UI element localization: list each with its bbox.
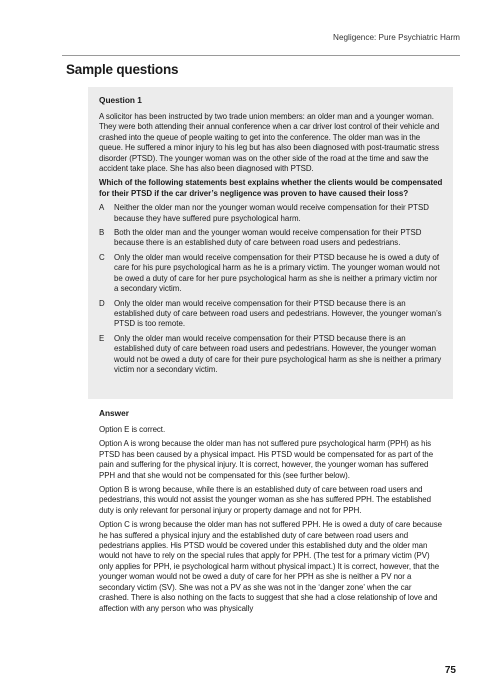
option-letter: D: [99, 298, 105, 308]
option-letter: B: [99, 228, 105, 238]
option-c: [99, 253, 443, 295]
option-b: [99, 228, 443, 249]
page-number: 75: [444, 665, 456, 676]
option-e: [99, 334, 443, 376]
answer-paragraph: Option E is correct.: [99, 425, 166, 434]
question-label: Question 1: [99, 95, 142, 105]
option-text: Only the older man would receive compensation for their PTSD because there is an established duty of care between road users and pedestrians. However, the younger woman would not be owed a duty of care for their pure psychological harm as she is neither a primary victim nor a secondary victim.: [114, 333, 442, 374]
option-text: Only the older man would receive compensation for their PTSD because there is an established duty of care between road users and pedestrians. However, the younger woman’s PTSD is too remote.: [114, 298, 442, 329]
answer-label: Answer: [99, 408, 129, 418]
option-letter: E: [99, 333, 105, 343]
option-text: Only the older man would receive compensation for their PTSD because he is owed a duty of care for his pure psychological harm as he is a primary victim. The younger woman would not be owed a duty of care for her pure psychological harm as she is neither a primary victim nor a secondary victim.: [114, 252, 440, 294]
answer-paragraph: Option B is wrong because, while there is an established duty of care between road users and pedestrians, this would not assist the younger woman as she has suffered PPH. The established duty is only relevant for personal injury or property damage and not for PPH.: [99, 485, 431, 515]
running-head: Negligence: Pure Psychiatric Harm: [333, 33, 460, 42]
option-d: [99, 299, 443, 330]
header-rule: [62, 55, 460, 56]
option-letter: A: [99, 203, 105, 213]
question-prompt: Which of the following statements best explains whether the clients would be compensated for their PTSD if the car driver’s negligence was proven to have caused their loss?: [99, 178, 443, 198]
section-title: Sample questions: [66, 62, 179, 77]
question-box: [88, 87, 453, 399]
option-text: Neither the older man nor the younger woman would receive compensation for their PTSD because they have suffered pure psychological harm.: [114, 203, 429, 223]
option-a: [99, 203, 443, 224]
answer-box: [88, 401, 453, 623]
option-letter: C: [99, 252, 105, 262]
answer-paragraph: Option A is wrong because the older man has not suffered pure psychological harm (PPH) as his PTSD has been caused by a physical impact. His PTSD would be compensated for as part of the pain and suffering for the physical injury. It is correct, however, the younger woman has suffered PPH and that she would not be compensated for this (see further below).: [99, 439, 434, 480]
option-text: Both the older man and the younger woman would receive compensation for their PTSD because there is an established duty of care between road users and pedestrians.: [114, 228, 422, 248]
answer-paragraph: Option C is wrong because the older man has not suffered PPH. He is owed a duty of care because he has suffered a physical injury and the established duty of care between road users and pedestrians applies. His PTSD would be covered under this established duty and the older man would not have to rely on the special rules that apply for PPH. (The test for a primary victim (PV) only applies for PPH, ie psychological harm without physical impact.) It is correct, however, that the younger woman would not be owed a duty of care for her PPH as she is neither a PV nor a secondary victim (SV). She was not a PV as she was not in the ‘danger zone’ when the car crashed. There is also nothing on the facts to suggest that she had a close relationship of love and affection with any person who was physically: [99, 520, 442, 613]
question-scenario: A solicitor has been instructed by two trade union members: an older man and a younger woman. They were both attending their annual conference when a car driver lost control of their vehicle and crashed into the queue of people waiting to get into the conference. The older man was in the queue. He suffered a minor injury to his leg but has also been diagnosed with post-traumatic stress disorder (PTSD). The younger woman was on the other side of the road at the time and saw the accident take place. She has also been diagnosed with PTSD.: [99, 112, 440, 174]
